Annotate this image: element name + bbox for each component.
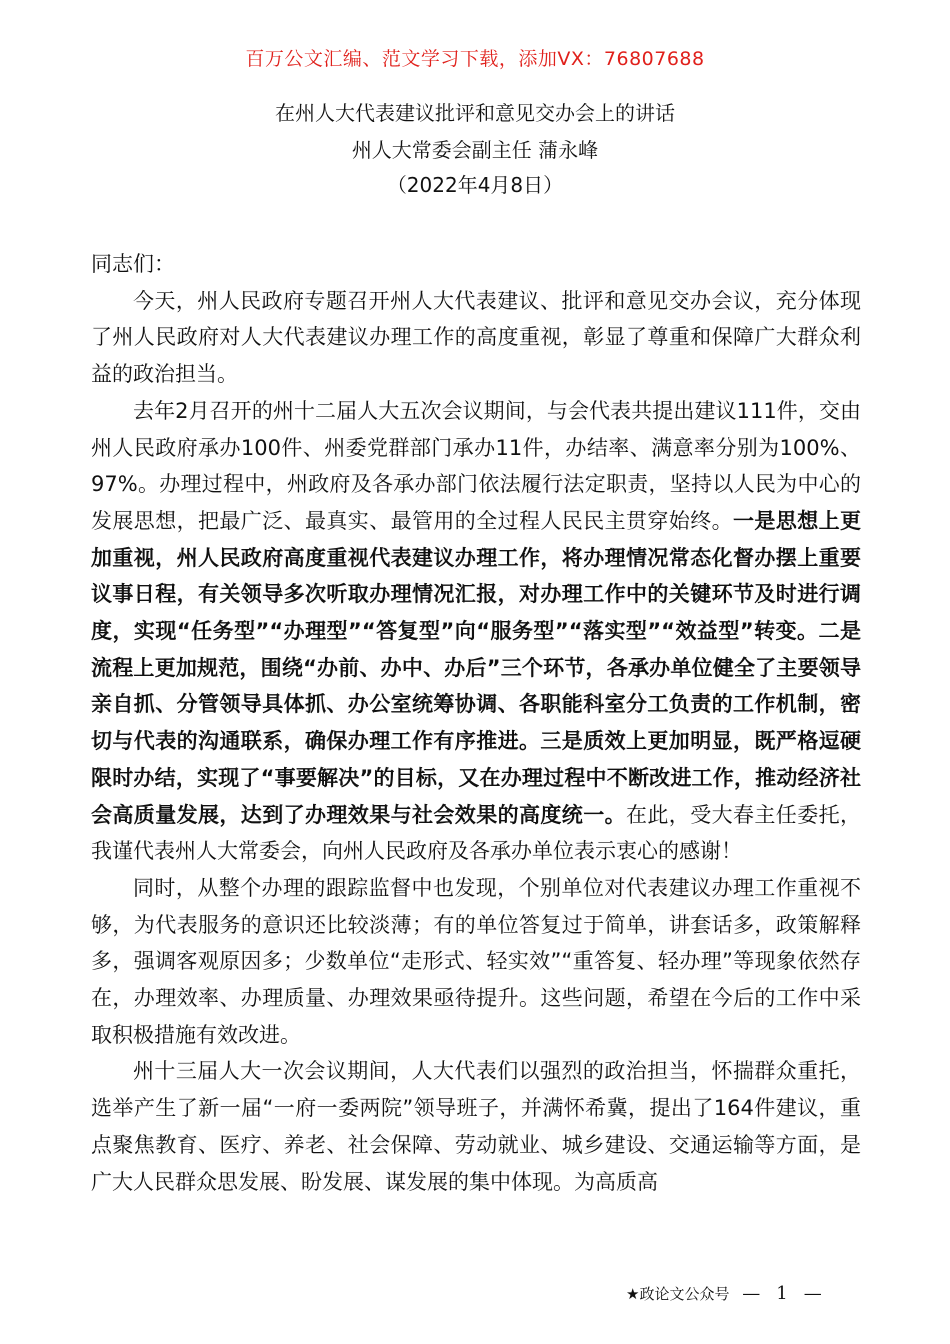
paragraph-2-thanks: 在此，受大春主任委托，我谨代表州人大常委会，向州人民政府及各承办单位表示衷心的感谢！ bbox=[91, 802, 861, 864]
paragraph-1: 今天，州人民政府专题召开州人大代表建议、批评和意见交办会议，充分体现了州人民政府对人大代表建议办理工作的高度重视，彰显了尊重和保障广大群众利益的政治担当。 bbox=[91, 288, 861, 387]
paragraph-3: 同时，从整个办理的跟踪监督中也发现，个别单位对代表建议办理工作重视不够，为代表服务的意识还比较淡薄；有的单位答复过于简单，讲套话多，政策解释多，强调客观原因多；少数单位“走形式、轻实效”“重答复、轻办理”等现象依然存在，办理效率、办理质量、办理效果亟待提升。这些问题，希望在今后的工作中采取积极措施有效改进。 bbox=[91, 875, 861, 1047]
paragraph-4: 州十三届人大一次会议期间，人大代表们以强烈的政治担当，怀揣群众重托，选举产生了新一届“一府一委两院”领导班子，并满怀希冀，提出了164件建议，重点聚焦教育、医疗、养老、社会保障、劳动就业、城乡建设、交通运输等方面，是广大人民群众思发展、盼发展、谋发展的集中体现。为高质高 bbox=[91, 1059, 861, 1194]
promo-banner: 百万公文汇编、范文学习下载，添加VX：76807688 bbox=[245, 48, 705, 70]
speaker-line: 州人大常委会副主任 蒲永峰 bbox=[351, 138, 599, 162]
page-number: 1 bbox=[776, 1283, 788, 1304]
speech-date: （2022年4月8日） bbox=[386, 173, 564, 197]
page-number-dash-left: — bbox=[742, 1283, 761, 1304]
salutation: 同志们： bbox=[91, 252, 175, 276]
speech-body bbox=[91, 246, 861, 1200]
paragraph-2-intro: 去年2月召开的州十二届人大五次会议期间，与会代表共提出建议111件，交由州人民政府承办100件、州委党群部门承办11件，办结率、满意率分别为100%、97%。办理过程中，州政府及各承办部门依法履行法定职责，坚持以人民为中心的发展思想，把最广泛、最真实、最管用的全过程人民民主贯穿始终。 bbox=[91, 398, 861, 533]
paragraph-2 bbox=[91, 393, 861, 870]
speech-title: 在州人大代表建议批评和意见交办会上的讲话 bbox=[275, 101, 675, 125]
footer-source: ★政论文公众号 bbox=[626, 1285, 730, 1303]
page-number-dash-right: — bbox=[803, 1283, 822, 1304]
paragraph-2-highlights: 一是思想上更加重视，州人民政府高度重视代表建议办理工作，将办理情况常态化督办摆上重要议事日程，有关领导多次听取办理情况汇报，对办理工作中的关键环节及时进行调度，实现“任务型”“办理型”“答复型”向“服务型”“落实型”“效益型”转变。二是流程上更加规范，围绕“办前、办中、办后”三个环节，各承办单位健全了主要领导亲自抓、分管领导具体抓、办公室统筹协调、各职能科室分工负责的工作机制，密切与代表的沟通联系，确保办理工作有序推进。三是质效上更加明显，既严格逗硬限时办结，实现了“事要解决”的目标，又在办理过程中不断改进工作，推动经济社会高质量发展，达到了办理效果与社会效果的高度统一。 bbox=[91, 508, 861, 827]
page-footer bbox=[626, 1283, 830, 1304]
